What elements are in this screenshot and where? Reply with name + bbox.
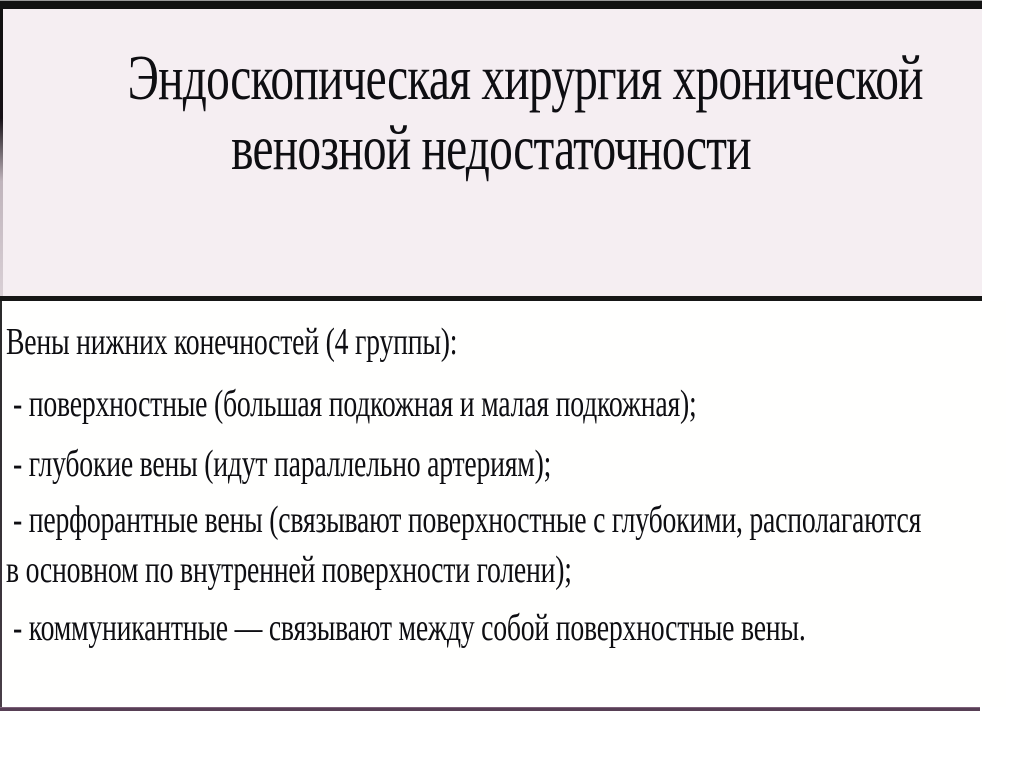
slide-title-line-2: венозной недостаточности (231, 112, 751, 183)
body-heading: Вены нижних конечностей (4 группы): (6, 321, 458, 363)
bullet-superficial-veins: - поверхностные (большая подкожная и малая подкожная); (13, 383, 697, 425)
slide-bottom-border (0, 707, 980, 711)
slide-title (0, 9, 982, 183)
slide-title-line-1: Эндоскопическая хирургия хронической (127, 42, 923, 113)
bullet-deep-veins: - глубокие вены (идут параллельно артериям); (13, 443, 552, 485)
slide-top-border (0, 0, 982, 9)
title-block (0, 9, 982, 296)
slide-left-border (0, 9, 3, 296)
body-left-border (0, 301, 2, 707)
bullet-perforating-veins-line-2: в основном по внутренней поверхности голени); (6, 549, 572, 591)
bullet-perforating-veins-line-1: - перфорантные вены (связывают поверхностные с глубокими, располагаются (13, 499, 922, 541)
bullet-communicating-veins: - коммуникантные — связывают между собой поверхностные вены. (13, 607, 806, 649)
body-block (0, 301, 1006, 707)
